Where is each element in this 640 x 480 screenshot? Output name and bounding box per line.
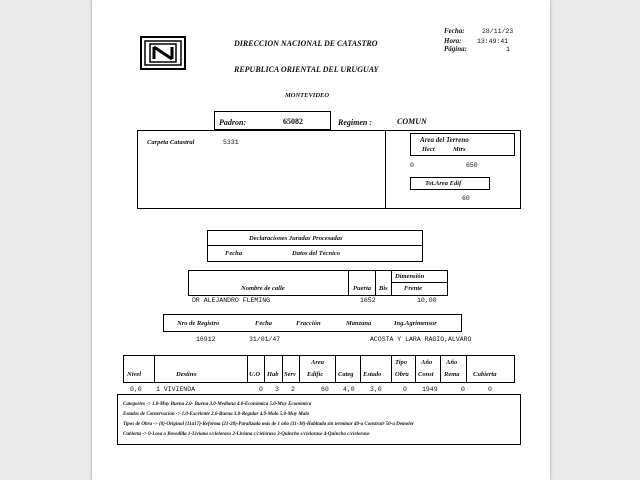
registro-agrimensor-label: Ing.Agrimensor [394, 320, 437, 327]
area-edif-label: Tot.Area Edif [425, 180, 462, 187]
row-nivel: 0,0 [130, 386, 142, 393]
row-serv: 2 [291, 386, 295, 393]
hect-value: 0 [410, 162, 414, 169]
row-categ: 4,0 [343, 386, 355, 393]
registro-nro-label: Nro de Registro [177, 320, 220, 327]
col-area-top: Area [311, 359, 324, 366]
declaraciones-datos-label: Datos del Técnico [292, 250, 341, 257]
calle-frente-value: 10,00 [417, 297, 437, 304]
col-estado: Estado [363, 371, 382, 378]
col-area-bottom: Edific [307, 371, 324, 378]
registro-fraccion-label: Fracción [296, 320, 321, 327]
padron-value: 65082 [283, 117, 303, 126]
catastro-logo [140, 36, 186, 70]
col-nivel: Nivel [127, 371, 142, 378]
declaraciones-fecha-label: Fecha [225, 250, 242, 257]
row-cubierta: 0 [488, 386, 492, 393]
row-area: 60 [321, 386, 329, 393]
row-anio-rema: 0 [461, 386, 465, 393]
col-categ: Categ [338, 371, 354, 378]
document-page [92, 0, 550, 480]
registro-nro-value: 16912 [196, 336, 216, 343]
row-tipo: 0 [403, 386, 407, 393]
row-destino: 1 VIVIENDA [156, 386, 196, 393]
calle-puerta-label: Puerta [353, 285, 372, 292]
header-city: MONTEVIDEO [285, 92, 330, 99]
col-anio-rema-bottom: Rema [444, 371, 460, 378]
hora-value: 13:49:41 [477, 38, 509, 45]
col-anio-const-bottom: Const [418, 371, 434, 378]
col-tipo-top: Tipo [395, 359, 408, 366]
calle-dimension-label: Dimensión [395, 273, 425, 280]
pagina-value: 1 [506, 46, 510, 53]
col-uo: U.O [249, 371, 261, 378]
calle-puerta-value: 1652 [360, 297, 376, 304]
row-uo: 0 [259, 386, 263, 393]
registro-fecha-label: Fecha [255, 320, 272, 327]
header-title-2: REPUBLICA ORIENTAL DEL URUGUAY [234, 65, 379, 74]
col-tipo-bottom: Obra [395, 371, 409, 378]
area-edif-value: 60 [462, 195, 470, 202]
col-anio-const-top: Año [421, 359, 433, 366]
mtrs-value: 650 [466, 162, 478, 169]
calle-bis-label: Bis [379, 285, 388, 292]
header-title-1: DIRECCION NACIONAL DE CATASTRO [234, 39, 378, 48]
row-anio-const: 1949 [422, 386, 438, 393]
hect-label: Hect [422, 146, 435, 153]
legend-categories: Categories -> 1.0-Muy Buena 2.0- Buena 3.0-Mediana 4.0-Económica 5.0-Muy Económica [123, 402, 312, 407]
col-cubierta: Cubierta [473, 371, 497, 378]
carpeta-value: 5331 [223, 139, 239, 146]
hora-label: Hora: [444, 37, 462, 45]
registro-manzana-label: Manzana [346, 320, 372, 327]
pagina-label: Página: [444, 45, 467, 53]
calle-frente-label: Frente [404, 285, 423, 292]
regimen-value: COMUN [397, 117, 427, 126]
legend-estados: Estados de Conservación -> 1.0-Excelente 2.0-Buena 3.0-Regular 4.0-Malo 5.0-Muy Malo [123, 412, 310, 417]
fecha-value: 28/11/23 [482, 28, 514, 35]
declaraciones-title: Declaraciones Juradas Procesadas [249, 235, 343, 242]
col-hab: Hab [267, 371, 279, 378]
row-hab: 3 [275, 386, 279, 393]
mtrs-label: Mtrs [453, 146, 466, 153]
calle-nombre-value: DR ALEJANDRO FLEMING [192, 297, 271, 304]
area-terreno-label: Area del Terreno [420, 136, 469, 144]
col-serv: Serv [284, 371, 296, 378]
carpeta-label: Carpeta Catastral [147, 139, 195, 146]
col-anio-rema-top: Año [446, 359, 458, 366]
legend-tipos-obra: Tipos de Obra -> (0)-Original (11a17)-Reforma (21-28)-Paralizada más de 1 año (31-38)-Habitada sin terminar 40-a Construir 50-a Demoler [123, 422, 414, 427]
padron-label: Padron: [219, 118, 247, 127]
registro-fecha-value: 31/01/47 [249, 336, 281, 343]
legend-cubierta: Cubierta -> 0-Losa o Bovedilla 1-Liviana s/cieloraso 2-Liviana c/cieloraso 3-Quincho s/cieloraso 4-Quincho c/cieloraso [123, 432, 370, 437]
row-estado: 3,0 [370, 386, 382, 393]
registro-agrimensor-value: ACOSTA Y LARA RAGIO,ALVARO [370, 336, 472, 343]
fecha-label: Fecha: [444, 27, 465, 35]
col-destino: Destino [176, 371, 197, 378]
regimen-label: Regimen : [338, 118, 372, 127]
calle-nombre-label: Nombre de calle [241, 285, 285, 292]
legend [123, 400, 414, 440]
